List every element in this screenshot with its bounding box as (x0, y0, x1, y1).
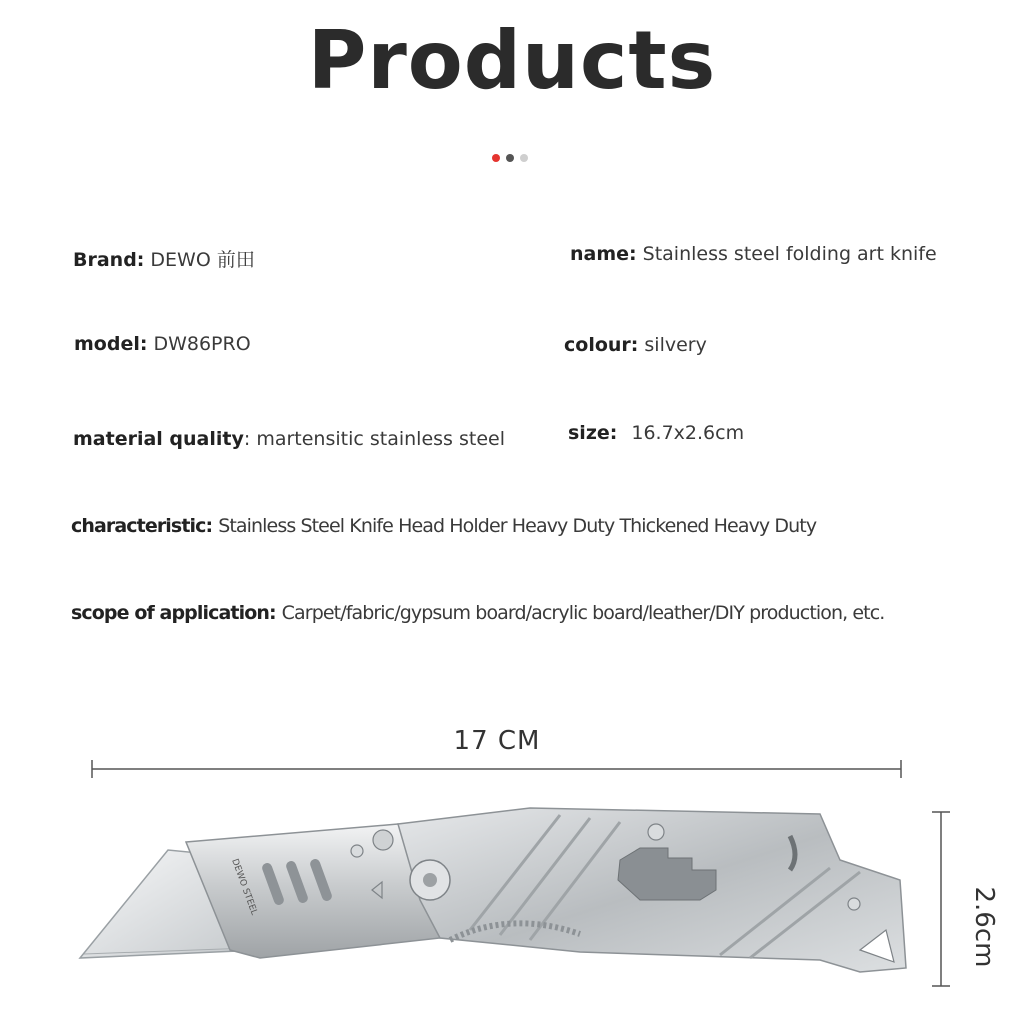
spec-scope-label: scope of application: (71, 602, 276, 624)
spec-scope-value: Carpet/fabric/gypsum board/acrylic board/leather/DIY production, etc. (281, 602, 885, 624)
length-dimension-line (92, 760, 901, 778)
spec-colour-value: silvery (644, 334, 707, 356)
spec-size-label: size: (568, 422, 618, 444)
height-dimension-line (932, 812, 950, 986)
spec-name-value: Stainless steel folding art knife (642, 243, 937, 265)
height-dimension-label: 2.6cm (969, 886, 999, 968)
spec-model-label: model: (74, 333, 148, 355)
page-title: Products (307, 14, 717, 107)
spec-material-value: : martensitic stainless steel (243, 428, 505, 450)
spec-material-label: material quality (73, 428, 244, 450)
spec-name-label: name: (570, 243, 637, 265)
blade-engraving: DEWO STEEL (229, 857, 259, 917)
spec-characteristic-label: characteristic: (71, 515, 213, 537)
spec-size-value: 16.7x2.6cm (631, 422, 745, 444)
spec-brand-value: DEWO 前田 (150, 249, 255, 271)
spec-model-value: DW86PRO (153, 333, 251, 355)
spec-brand-label: Brand: (73, 249, 145, 271)
spec-characteristic-value: Stainless Steel Knife Head Holder Heavy Duty Thickened Heavy Duty (218, 515, 817, 537)
spec-colour-label: colour: (564, 334, 639, 356)
length-dimension-label: 17 CM (453, 726, 541, 756)
knife-image (80, 808, 906, 972)
